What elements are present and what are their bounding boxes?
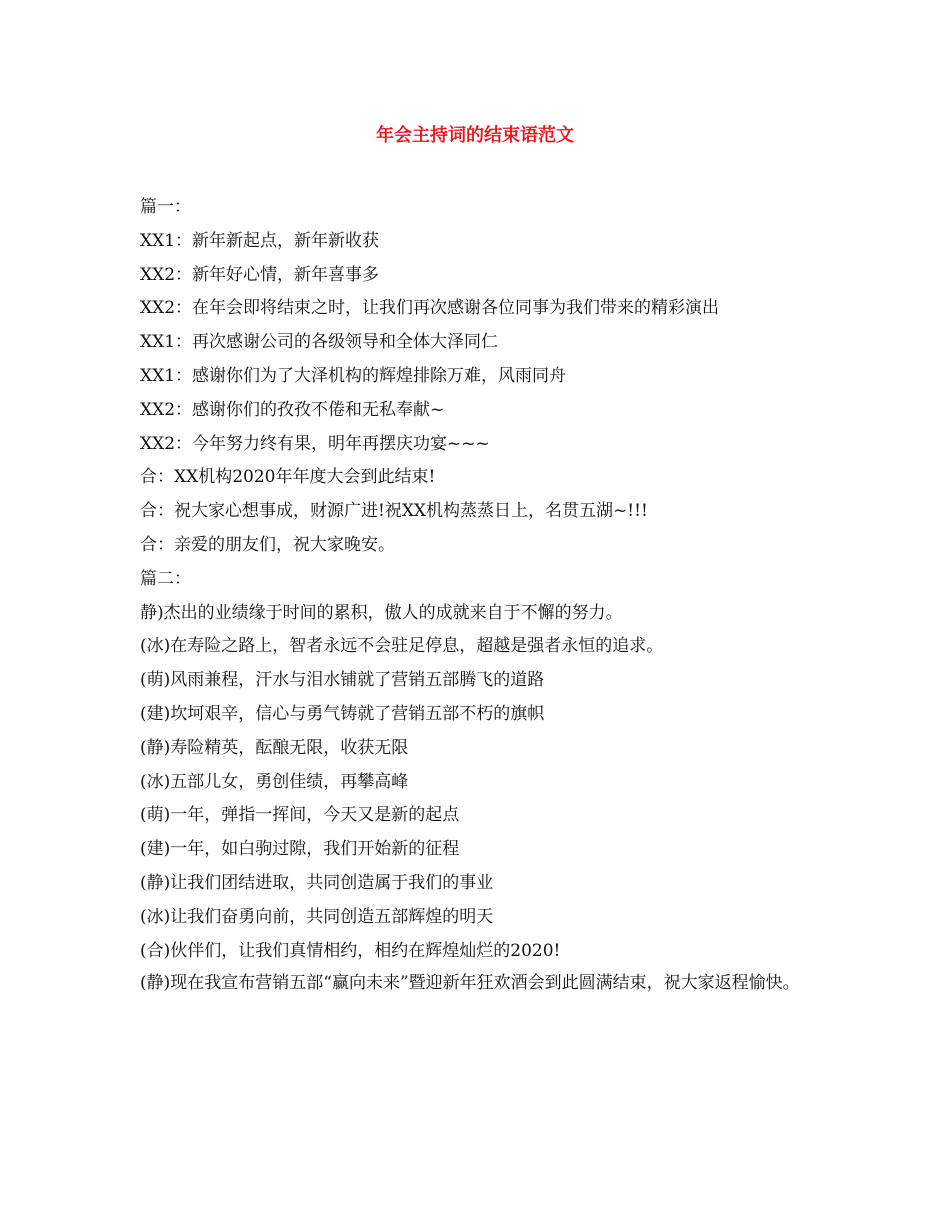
paragraph-line: (冰)让我们奋勇向前，共同创造五部辉煌的明天 [140,906,494,927]
document-title: 年会主持词的结束语范文 [376,125,574,146]
paragraph-line: XX2：今年努力终有果，明年再摆庆功宴~~~ [140,433,490,454]
paragraph-line: XX1：再次感谢公司的各级领导和全体大泽同仁 [140,332,499,353]
paragraph-line: 合：亲爱的朋友们，祝大家晚安。 [140,534,395,555]
paragraph-line: (建)坎坷艰辛，信心与勇气铸就了营销五部不朽的旗帜 [140,703,545,724]
paragraph-line: XX1：新年新起点，新年新收获 [140,230,380,251]
paragraph-line: (冰)在寿险之路上，智者永远不会驻足停息，超越是强者永恒的追求。 [140,636,664,657]
paragraph-line: XX2：感谢你们的孜孜不倦和无私奉献~ [140,399,445,420]
paragraph-line: (静)让我们团结进取，共同创造属于我们的事业 [140,872,494,893]
paragraph-line: (冰)五部儿女，勇创佳绩，再攀高峰 [140,771,409,792]
paragraph-line: 合：XX机构2020年年度大会到此结束! [140,467,436,488]
paragraph-line: (合)伙伴们，让我们真情相约，相约在辉煌灿烂的2020! [140,940,561,961]
section-heading: 篇一： [140,197,191,217]
paragraph-line: XX2：新年好心情，新年喜事多 [140,264,380,285]
paragraph-line: (静)现在我宣布营销五部“赢向未来”暨迎新年狂欢酒会到此圆满结束，祝大家返程愉快。 [140,973,800,994]
paragraph-line: (萌)风雨兼程，汗水与泪水铺就了营销五部腾飞的道路 [140,670,545,691]
paragraph-line: 静)杰出的业绩缘于时间的累积，傲人的成就来自于不懈的努力。 [140,602,623,623]
section-heading: 篇二： [140,568,191,589]
paragraph-line: XX2：在年会即将结束之时，让我们再次感谢各位同事为我们带来的精彩演出 [140,298,720,319]
paragraph-line: XX1：感谢你们为了大泽机构的辉煌排除万难，风雨同舟 [140,365,567,386]
document-body [140,194,820,1001]
paragraph-line: (建)一年，如白驹过隙，我们开始新的征程 [140,839,460,860]
paragraph-line: (静)寿险精英，酝酿无限，收获无限 [140,737,409,758]
paragraph-line: (萌)一年，弹指一挥间，今天又是新的起点 [140,805,460,826]
paragraph-line: 合：祝大家心想事成，财源广进!祝XX机构蒸蒸日上，名贯五湖~!!! [140,501,648,522]
